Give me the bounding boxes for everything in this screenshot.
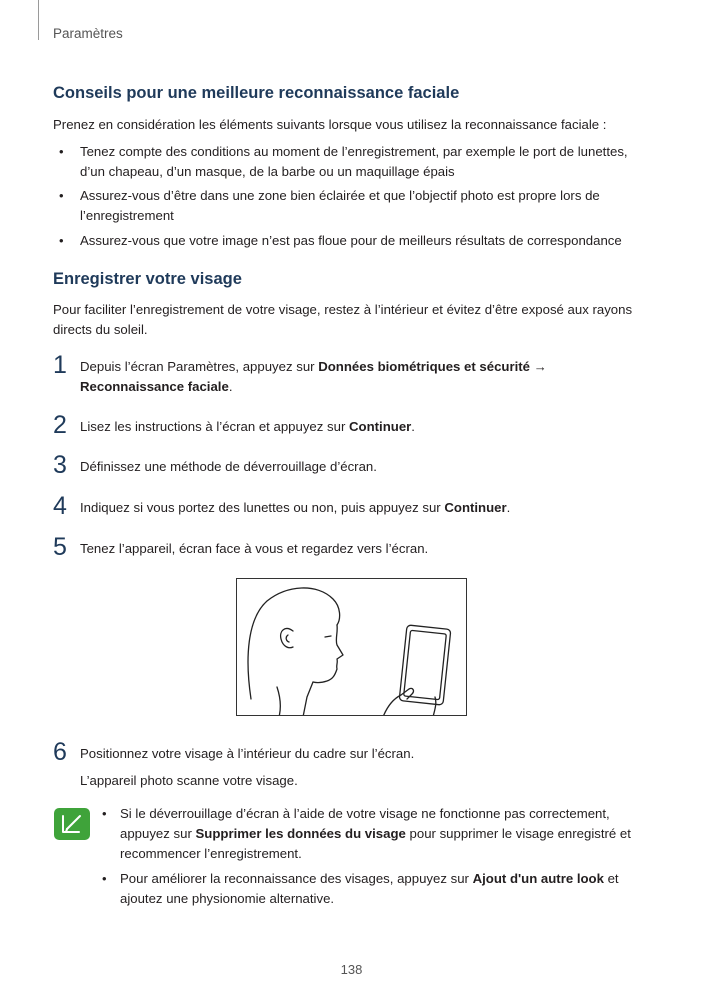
bullet-icon: • [102, 806, 107, 821]
step-text: Lisez les instructions à l’écran et appuyez sur Continuer. [80, 419, 415, 434]
delete-face-data-label: Supprimer les données du visage [195, 826, 406, 841]
menu-path-face-recognition: Reconnaissance faciale [80, 379, 229, 394]
bullet-icon: • [59, 144, 64, 159]
header-divider [38, 0, 39, 40]
person-holding-tablet-icon [237, 579, 467, 716]
step-number: 3 [53, 451, 67, 479]
step-text: Depuis l’écran Paramètres, appuyez sur Données biométriques et sécurité → Reconnaissance faciale. [80, 359, 547, 394]
bullet-icon: • [59, 233, 64, 248]
step-text: Tenez l’appareil, écran face à vous et regardez vers l’écran. [80, 541, 429, 556]
step-number: 2 [53, 411, 67, 439]
note-item: • Pour améliorer la reconnaissance des visages, appuyez sur Ajout d'un autre look et ajoutez une physionomie alternative. [102, 871, 619, 906]
bullet-icon: • [102, 871, 107, 886]
list-item-text: Assurez-vous que votre image n’est pas floue pour de meilleurs résultats de correspondance [80, 233, 622, 248]
bullet-icon: • [59, 188, 64, 203]
menu-path-biometrics: Données biométriques et sécurité [318, 359, 531, 374]
face-scan-illustration [236, 578, 467, 716]
step-number: 1 [53, 351, 67, 379]
note-item: • Si le déverrouillage d’écran à l’aide de votre visage ne fonctionne pas correctement, appuyez sur Supprimer les données du visage pour supprimer le visage enregistré et recommencer l’enregistrement. [102, 806, 631, 861]
step-text: Définissez une méthode de déverrouillage d’écran. [80, 459, 377, 474]
list-item-text: Tenez compte des conditions au moment de l’enregistrement, par exemple le port de lunettes, d’un chapeau, d’un masque, de la barbe ou un maquillage épais [80, 144, 628, 179]
page-number: 138 [340, 962, 363, 977]
step-number: 4 [53, 492, 67, 520]
list-item [53, 231, 653, 251]
continue-label: Continuer [349, 419, 412, 434]
step-number: 5 [53, 533, 67, 561]
step-subtext: L’appareil photo scanne votre visage. [80, 773, 298, 788]
tips-heading: Conseils pour une meilleure reconnaissance faciale [53, 84, 460, 102]
list-item [53, 186, 653, 226]
step-text: Positionnez votre visage à l’intérieur du cadre sur l’écran. [80, 746, 415, 761]
step-number: 6 [53, 738, 67, 766]
step-text: Indiquez si vous portez des lunettes ou non, puis appuyez sur Continuer. [80, 500, 511, 515]
register-intro: Pour faciliter l’enregistrement de votre visage, restez à l’intérieur et évitez d’être exposé aux rayons directs du soleil. [53, 302, 633, 337]
section-header: Paramètres [53, 26, 123, 41]
register-heading: Enregistrer votre visage [53, 270, 242, 288]
note-pencil-icon [54, 808, 90, 840]
tips-intro: Prenez en considération les éléments suivants lorsque vous utilisez la reconnaissance faciale : [53, 117, 607, 132]
add-alternative-look-label: Ajout d'un autre look [472, 871, 604, 886]
continue-label: Continuer [444, 500, 507, 515]
list-item-text: Assurez-vous d’être dans une zone bien éclairée et que l’objectif photo est propre lors de l’enregistrement [80, 188, 600, 223]
list-item [53, 142, 653, 182]
